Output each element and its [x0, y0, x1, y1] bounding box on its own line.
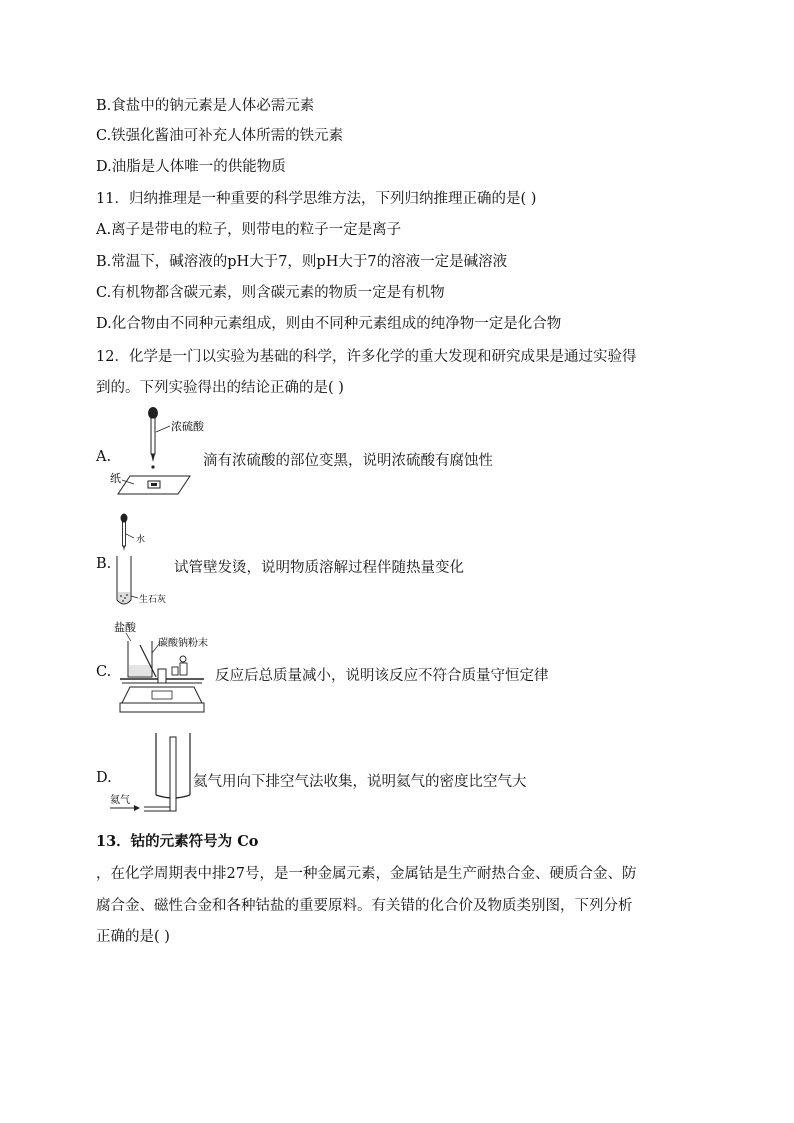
q11-option-d: D.化合物由不同种元素组成，则由不同种元素组成的纯净物一定是化合物: [96, 316, 562, 332]
q12-option-b-text: 试管壁发烫，说明物质溶解过程伴随热量变化: [174, 560, 464, 576]
q10-option-b: B.食盐中的钠元素是人体必需元素: [96, 98, 315, 114]
q12-option-a-text: 滴有浓硫酸的部位变黑，说明浓硫酸有腐蚀性: [203, 453, 493, 469]
q12-option-d-text: 氦气用向下排空气法收集，说明氦气的密度比空气大: [193, 774, 527, 790]
dropper-on-paper-figure: [108, 404, 204, 496]
figure-label-helium: 氦气: [110, 795, 130, 806]
figure-label-concentrated-acid: 浓硫酸: [171, 420, 204, 433]
q12-option-b-letter: B.: [96, 556, 112, 572]
q10-option-d: D.油脂是人体唯一的供能物质: [96, 159, 286, 175]
q11-stem: 11．归纳推理是一种重要的科学思维方法，下列归纳推理正确的是( ): [96, 191, 537, 207]
q12-stem-line-2: 到的。下列实验得出的结论正确的是( ): [96, 380, 344, 396]
figure-label-hydrochloric-acid: 盐酸: [114, 621, 136, 634]
q13-stem-line-2: ，在化学周期表中排27号，是一种金属元素，金属钴是生产耐热合金、硬质合金、防: [96, 866, 637, 882]
test-tube-figure: [112, 512, 174, 610]
q13-stem-line-4: 正确的是( ): [96, 929, 170, 945]
gas-collection-figure: [108, 731, 196, 813]
figure-label-paper: 纸: [110, 472, 121, 485]
q12-stem-line-1: 12．化学是一门以实验为基础的科学，许多化学的重大发现和研究成果是通过实验得: [96, 349, 637, 365]
q12-option-a-letter: A.: [96, 449, 112, 465]
q11-option-c: C.有机物都含碳元素，则含碳元素的物质一定是有机物: [96, 285, 445, 301]
balance-reaction-figure: [112, 619, 212, 719]
figure-label-sodium-carbonate-powder: 碳酸钠粉末: [158, 638, 208, 649]
q11-option-a: A.离子是带电的粒子，则带电的粒子一定是离子: [96, 222, 402, 238]
q12-option-d-letter: D.: [96, 770, 112, 786]
q12-option-c-letter: C.: [96, 664, 112, 680]
q13-stem-line-3: 腐合金、磁性合金和各种钴盐的重要原料。有关错的化合价及物质类别图，下列分析: [96, 898, 633, 914]
figure-label-water: 水: [136, 535, 146, 545]
q13-stem-line-1: 13．钴的元素符号为 Co: [96, 833, 259, 850]
figure-label-quicklime: 生石灰: [139, 595, 167, 605]
q12-option-c-text: 反应后总质量减小，说明该反应不符合质量守恒定律: [215, 668, 549, 684]
q11-option-b: B.常温下，碱溶液的pH大于7，则pH大于7的溶液一定是碱溶液: [96, 254, 508, 270]
q10-option-c: C.铁强化酱油可补充人体所需的铁元素: [96, 128, 344, 144]
